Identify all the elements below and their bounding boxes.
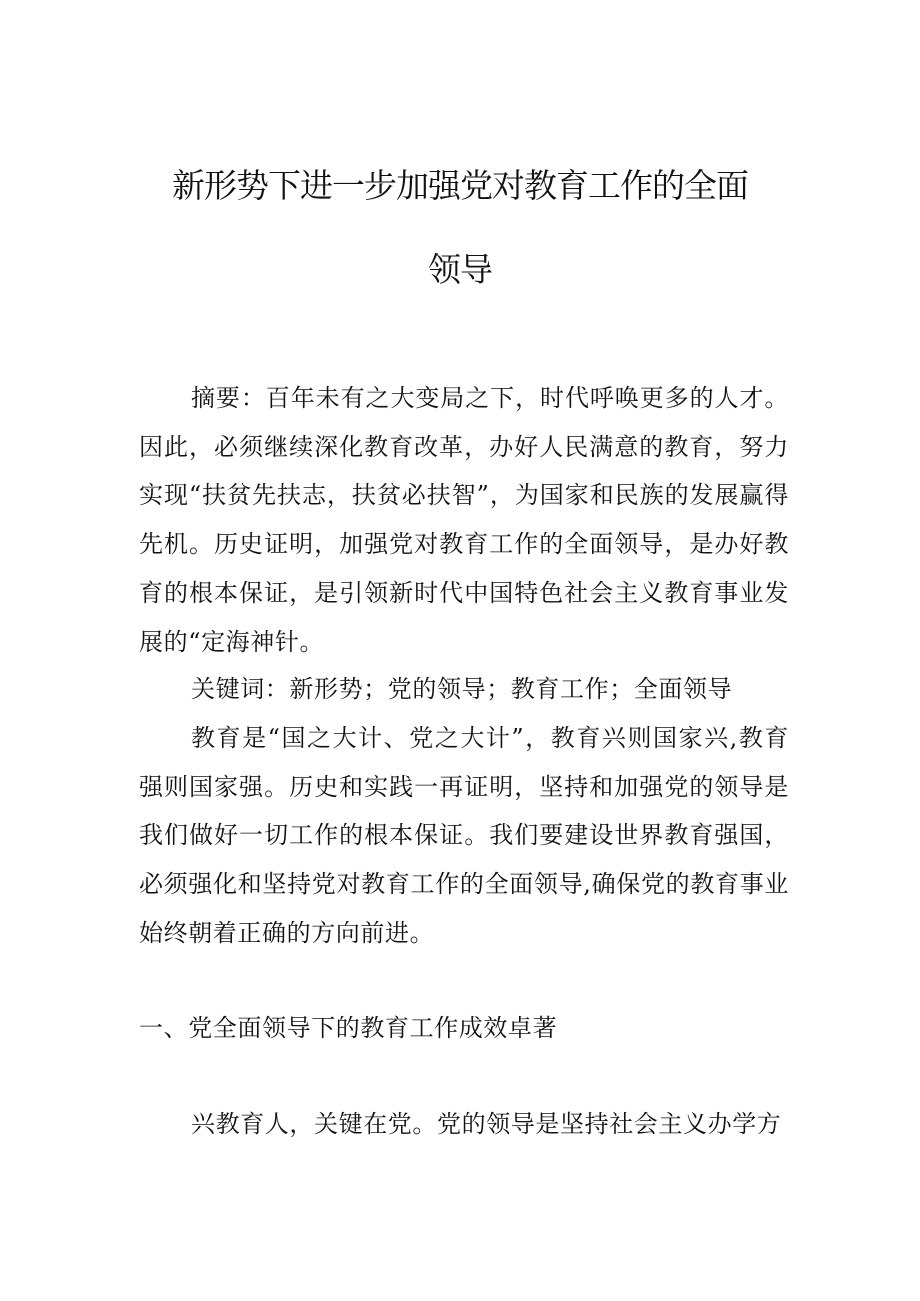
abstract-paragraph: 摘要：百年未有之大变局之下，时代呼唤更多的人才。因此，必须继续深化教育改革，办好人民满意的教育，努力实现“扶贫先扶志，扶贫必扶智”，为国家和民族的发展赢得先机。历史证明，加强党对教育工作的全面领导，是办好教育的根本保证，是引领新时代中国特色社会主义教育事业发展的“定海神针。 (139, 384, 789, 656)
section-1-heading: 一、党全面领导下的教育工作成效卓著 (139, 1014, 558, 1042)
keywords-paragraph: 关键词：新形势；党的领导；教育工作；全面领导 (191, 675, 733, 703)
intro-paragraph: 教育是“国之大计、党之大计”，教育兴则国家兴,教育强则国家强。历史和实践一再证明，坚持和加强党的领导是我们做好一切工作的根本保证。我们要建设世界教育强国，必须强化和坚持党对教育工作的全面领导,确保党的教育事业始终朝着正确的方向前进。 (139, 724, 789, 947)
document-title-line-1: 新形势下进一步加强党对教育工作的全面 (172, 166, 748, 205)
document-title-line-2: 领导 (428, 250, 492, 289)
section-1-body-paragraph: 兴教育人，关键在党。党的领导是坚持社会主义办学方 (191, 1110, 782, 1138)
